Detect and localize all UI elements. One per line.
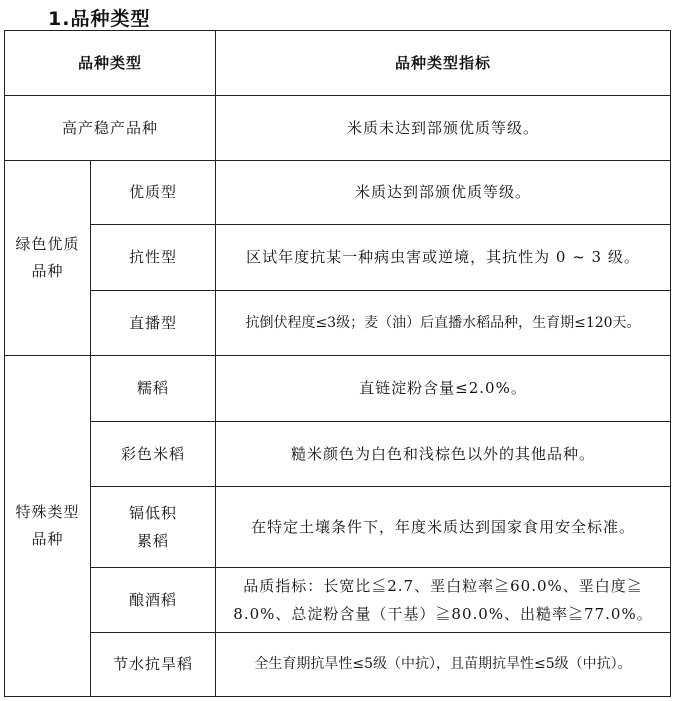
- group-label-line: 品种: [31, 530, 64, 548]
- criterion-cell: 区试年度抗某一种病虫害或逆境，其抗性为 0 ~ 3 级。: [216, 225, 671, 291]
- table-row: [5, 487, 671, 568]
- criterion-line: 品质指标：长宽比≦2.7、垩白粒率≧60.0%、垩白度≧: [243, 577, 643, 595]
- type-cell: 抗性型: [91, 225, 216, 291]
- table-header-row: [5, 31, 671, 96]
- type-label-line: 累稻: [137, 532, 170, 550]
- criterion-cell: 直链淀粉含量≤2.0%。: [216, 356, 671, 422]
- table-row: [5, 225, 671, 291]
- section-heading: 1.品种类型: [48, 8, 151, 30]
- variety-type-table: [4, 30, 671, 697]
- table-row: [5, 568, 671, 633]
- special-type-group-label: [5, 356, 91, 697]
- criterion-cell: 米质达到部颁优质等级。: [216, 161, 671, 225]
- type-cell: 节水抗旱稻: [91, 633, 216, 697]
- criterion-cell: 抗倒伏程度≤3级；麦（油）后直播水稻品种，生育期≤120天。: [216, 291, 671, 356]
- table-row: [5, 633, 671, 697]
- table-row: [5, 422, 671, 487]
- table-row: [5, 291, 671, 356]
- group-label-line: 绿色优质: [15, 235, 80, 253]
- header-variety-type: 品种类型: [5, 31, 216, 96]
- criterion-cell: 全生育期抗旱性≤5级（中抗），且苗期抗旱性≤5级（中抗）。: [216, 633, 671, 697]
- table-row: [5, 96, 671, 161]
- table-row: [5, 356, 671, 422]
- type-cell: 酿酒稻: [91, 568, 216, 633]
- criterion-cell: 在特定土壤条件下，年度米质达到国家食用安全标准。: [216, 487, 671, 568]
- table-row: [5, 161, 671, 225]
- type-cell: 直播型: [91, 291, 216, 356]
- criterion-cell: 糙米颜色为白色和浅棕色以外的其他品种。: [216, 422, 671, 487]
- header-variety-criteria: 品种类型指标: [216, 31, 671, 96]
- green-quality-group-label: [5, 161, 91, 356]
- type-label-line: 镉低积: [129, 504, 178, 522]
- high-yield-criterion: 米质未达到部颁优质等级。: [216, 96, 671, 161]
- criterion-cell: [216, 568, 671, 633]
- group-label-line: 品种: [31, 262, 64, 280]
- type-cell: 彩色米稻: [91, 422, 216, 487]
- group-label-line: 特殊类型: [15, 503, 80, 521]
- type-cell: [91, 487, 216, 568]
- type-cell: 优质型: [91, 161, 216, 225]
- criterion-line: 8.0%、总淀粉含量（干基）≧80.0%、出糙率≧77.0%。: [233, 605, 653, 623]
- high-yield-label: 高产稳产品种: [5, 96, 216, 161]
- type-cell: 糯稻: [91, 356, 216, 422]
